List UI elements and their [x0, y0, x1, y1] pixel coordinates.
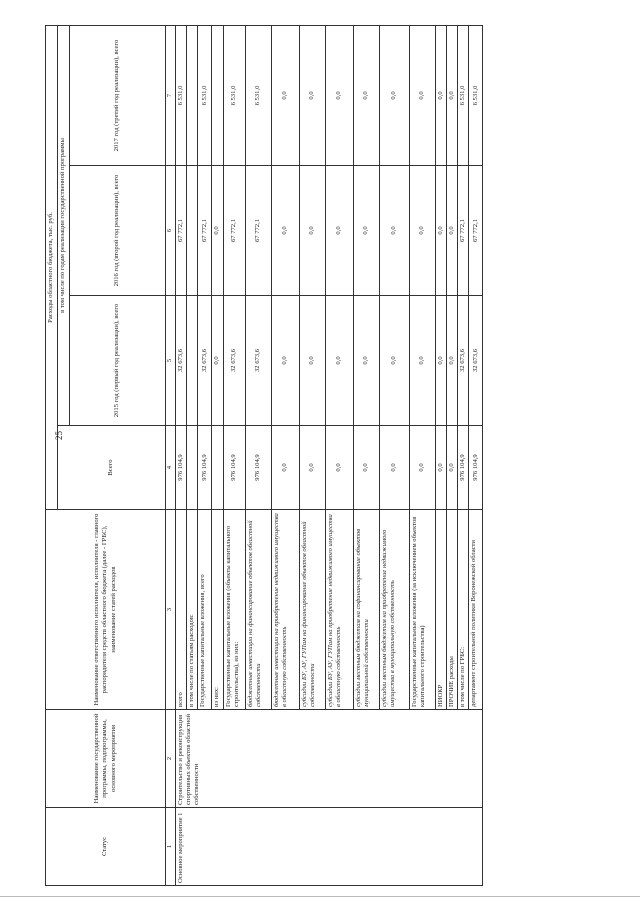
header-program-name: Наименование государственной программы, подпрограммы, основного мероприятия: [46, 710, 166, 808]
expense-item-label: субсидии местным бюджетам на софинансирование объектов муниципальной собственности: [353, 510, 379, 710]
value-y2017: 0,0: [353, 26, 379, 166]
expense-item-label: Государственные капитальные вложения (объекты капитального строительства), из них:: [223, 510, 245, 710]
value-total: 0,0: [271, 426, 299, 510]
value-total: 976 104,9: [176, 426, 187, 510]
value-y2015: 32 673,6: [245, 296, 271, 426]
value-total: [212, 426, 223, 510]
value-y2016: 0,0: [212, 166, 223, 296]
expense-item-label: бюджетные инвестиции на приобретение недвижимого имущества в областную собственность: [271, 510, 299, 710]
value-total: 976 104,9: [458, 426, 469, 510]
value-total: 976 104,9: [245, 426, 271, 510]
value-y2015: [187, 296, 198, 426]
value-y2016: 0,0: [325, 166, 353, 296]
value-y2016: 0,0: [435, 166, 446, 296]
value-y2015: 0,0: [299, 296, 325, 426]
column-number: 7: [166, 26, 176, 166]
column-number: 4: [166, 426, 176, 510]
value-total: 0,0: [409, 426, 435, 510]
value-y2017: 6 531,0: [458, 26, 469, 166]
value-y2016: 67 772,1: [458, 166, 469, 296]
value-y2016: 0,0: [446, 166, 457, 296]
value-y2016: 67 772,1: [176, 166, 187, 296]
value-y2017: 0,0: [325, 26, 353, 166]
column-number: 5: [166, 296, 176, 426]
value-y2015: 0,0: [446, 296, 457, 426]
expense-table: [45, 25, 483, 886]
page-number: 25: [54, 431, 64, 440]
value-y2015: 0,0: [409, 296, 435, 426]
expense-item-label: Государственные капитальные вложения, всего: [198, 510, 212, 710]
expense-item-label: в том числе по ГРБС:: [458, 510, 469, 710]
value-y2017: 6 531,0: [245, 26, 271, 166]
expense-item-label: бюджетные инвестиции на финансирование объектов областной собственности: [245, 510, 271, 710]
value-y2015: 32 673,6: [458, 296, 469, 426]
value-total: [187, 426, 198, 510]
value-y2017: 6 531,0: [223, 26, 245, 166]
value-total: 976 104,9: [198, 426, 212, 510]
value-y2016: 67 772,1: [223, 166, 245, 296]
value-y2016: 67 772,1: [245, 166, 271, 296]
expense-item-label: из них:: [212, 510, 223, 710]
expense-item-label: субсидии местным бюджетам на приобретение недвижимого имущества в муниципальную собственность: [379, 510, 409, 710]
value-total: 0,0: [379, 426, 409, 510]
value-y2015: 32 673,6: [176, 296, 187, 426]
value-y2016: 0,0: [271, 166, 299, 296]
value-y2016: 0,0: [353, 166, 379, 296]
value-total: 0,0: [435, 426, 446, 510]
header-2015: 2015 год (первый год реализации), всего: [70, 296, 166, 426]
value-y2016: 0,0: [299, 166, 325, 296]
value-total: 976 104,9: [223, 426, 245, 510]
expense-item-label: в том числе по статьям расходов:: [187, 510, 198, 710]
header-2017: 2017 год (третий год реализации), всего: [70, 26, 166, 166]
value-y2015: 0,0: [435, 296, 446, 426]
value-y2015: 0,0: [353, 296, 379, 426]
column-number: 1: [166, 808, 176, 886]
value-y2016: 0,0: [379, 166, 409, 296]
value-total: 0,0: [446, 426, 457, 510]
value-y2017: 0,0: [271, 26, 299, 166]
header-status: Статус: [46, 808, 166, 886]
value-total: 0,0: [353, 426, 379, 510]
header-total: Всего: [58, 426, 166, 510]
value-y2017: 0,0: [299, 26, 325, 166]
status-cell: Основное мероприятие 1: [176, 808, 483, 886]
value-y2017: 6 531,0: [198, 26, 212, 166]
value-y2017: 0,0: [409, 26, 435, 166]
value-y2015: 32 673,6: [223, 296, 245, 426]
expense-item-label: субсидии БУ, АУ, ГУПам на приобретение недвижимого имущества в областную собственность: [325, 510, 353, 710]
value-total: 0,0: [299, 426, 325, 510]
value-y2015: 0,0: [271, 296, 299, 426]
header-executor: Наименование ответственного исполнителя, исполнителя - главного распорядителя средств областного бюджета (далее - ГРБС), наименование статей расходов: [46, 510, 166, 710]
value-y2015: 0,0: [212, 296, 223, 426]
bottom-rule: [0, 896, 640, 897]
column-number-row: [166, 26, 176, 886]
column-number: 3: [166, 510, 176, 710]
value-total: 976 104,9: [469, 426, 483, 510]
value-y2016: [187, 166, 198, 296]
expense-item-label: всего: [176, 510, 187, 710]
expense-item-label: департамент строительной политики Воронежской области: [469, 510, 483, 710]
value-y2017: [187, 26, 198, 166]
expense-item-label: ПРОЧИЕ расходы: [446, 510, 457, 710]
value-y2016: 67 772,1: [198, 166, 212, 296]
program-name-cell: Строительство и реконструкция спортивных объектов областной собственности: [176, 710, 483, 808]
value-y2016: 67 772,1: [469, 166, 483, 296]
value-y2015: 32 673,6: [469, 296, 483, 426]
table-row: [176, 26, 187, 886]
column-number: 6: [166, 166, 176, 296]
value-y2017: 6 531,0: [469, 26, 483, 166]
expense-item-label: Государственные капитальные вложения (за исключением объектов капитального строительства): [409, 510, 435, 710]
value-y2017: 0,0: [435, 26, 446, 166]
column-number: 2: [166, 710, 176, 808]
value-y2015: 32 673,6: [198, 296, 212, 426]
expense-item-label: НИОКР: [435, 510, 446, 710]
rotated-table-page: [45, 26, 619, 886]
header-years-group: в том числе по годам реализации государственной программы: [58, 26, 70, 426]
header-expenses-group: Расходы областного бюджета, тыс. руб.: [46, 26, 58, 510]
header-2016: 2016 год (второй год реализации), всего: [70, 166, 166, 296]
value-y2017: 6 531,0: [176, 26, 187, 166]
value-y2016: 0,0: [409, 166, 435, 296]
value-total: 0,0: [325, 426, 353, 510]
value-y2017: 0,0: [379, 26, 409, 166]
value-y2017: [212, 26, 223, 166]
value-y2017: 0,0: [446, 26, 457, 166]
value-y2015: 0,0: [379, 296, 409, 426]
value-y2015: 0,0: [325, 296, 353, 426]
expense-item-label: субсидии БУ, АУ, ГУПам на финансирование объектов областной собственности: [299, 510, 325, 710]
